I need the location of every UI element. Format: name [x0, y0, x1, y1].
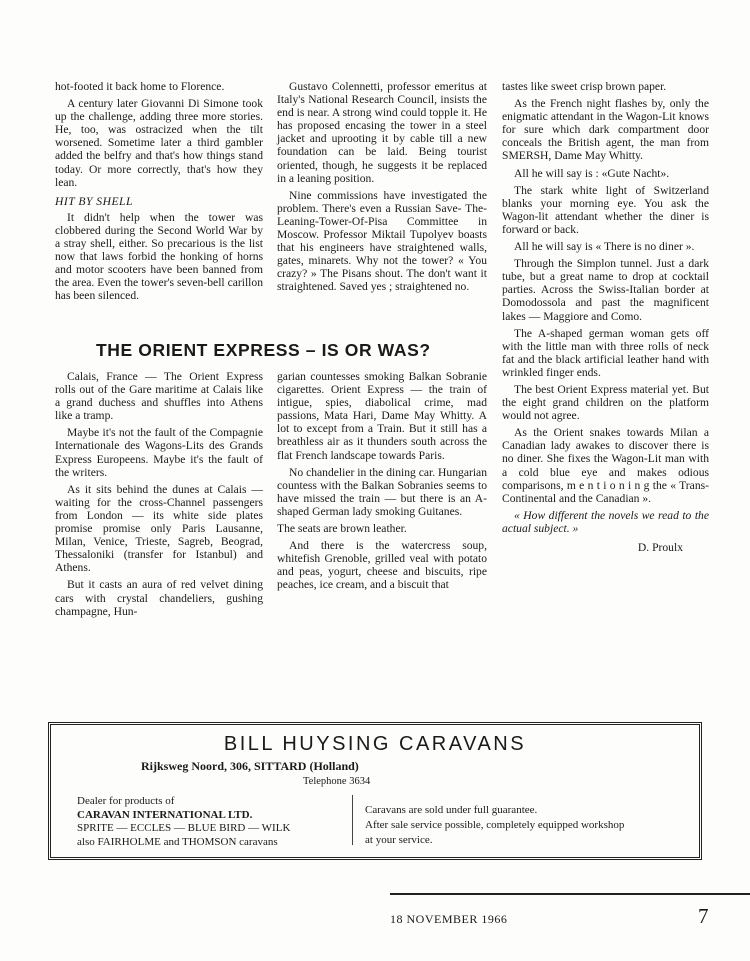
headline-orient-express: THE ORIENT EXPRESS – IS OR WAS?: [96, 340, 431, 360]
paragraph: It didn't help when the tower was clobbered during the Second World War by a stray shell, either. So precarious is the list now that laws forbid the honking of horns and motor scooters have been banned from the area. Even the tower's seven-bell carillon has been silenced.: [55, 210, 263, 303]
paragraph: And there is the watercress soup, whitefish Grenoble, grilled veal with potato and peas, yogurt, cheese and biscuits, ripe peaches, ice cream, and a biscuit that: [277, 539, 487, 592]
ad-dealer-info: [77, 795, 367, 849]
paragraph: As the Orient snakes towards Milan a Canadian lady awakes to discover there is no diner. She fixes the Wagon-Lit man with a cold blue eye and makes odious comparisons, m e n t i o n i n g the « Trans-Continental and the Canadian ».: [502, 426, 709, 505]
paragraph: « How different the novels we read to the actual subject. »: [502, 508, 709, 535]
ad-dealer-line: SPRITE — ECCLES — BLUE BIRD — WILK: [77, 822, 291, 834]
paragraph: The A-shaped german woman gets off with the little man with three rolls of neck fat and the black artificial leather hand with wrinkled finger ends.: [502, 326, 709, 379]
paragraph: hot-footed it back home to Florence.: [55, 80, 225, 93]
paragraph: Nine commissions have investigated the problem. There's even a Russian Save- The- Leaning-Tower-Of-Pisa Committee in Moscow. Professor Miktail Tupolyev boasts that his engineers have straightened walls, gates, minarets. Why not the tower? « You crazy? » The Pisans shout. The don't want it straightened. Saved yes ; straightened no.: [277, 188, 487, 294]
paragraph: A century later Giovanni Di Simone took up the challenge, adding three more stories. He, too, was ostracized when the tilt worsened. Sometime later a third gambler added the belfry and that's how things stand today. Or more correctly, that's how they lean.: [55, 97, 263, 189]
ad-service-line: at your service.: [365, 834, 433, 846]
paragraph: The best Orient Express material yet. But the eight grand children on the platform would not agree.: [502, 382, 709, 423]
footer-rule: [390, 893, 750, 895]
byline: D. Proulx: [637, 541, 683, 554]
ad-address: Rijksweg Noord, 306, SITTARD (Holland): [141, 759, 359, 773]
paragraph: No chandelier in the dining car. Hungarian countess with the Balkan Sobranies seems to have missed the train — but there is an A-shaped German lady smoking Guitanes.: [277, 465, 487, 518]
article-column-orient-3: [502, 80, 709, 558]
paragraph: tastes like sweet crisp brown paper.: [502, 80, 667, 93]
article-column-orient-2: [277, 370, 487, 596]
paragraph: The seats are brown leather.: [277, 522, 407, 536]
ad-dealer-line: CARAVAN INTERNATIONAL LTD.: [77, 808, 253, 821]
ad-dealer-line: Dealer for products of: [77, 795, 175, 807]
ad-title: BILL HUYSING CARAVANS: [223, 733, 527, 755]
advertisement-box: [48, 722, 702, 860]
issue-date: 18 NOVEMBER 1966: [390, 912, 508, 926]
paragraph: All he will say is : «Gute Nacht».: [514, 166, 670, 180]
ad-phone: Telephone 3634: [303, 776, 371, 787]
paragraph: But it casts an aura of red velvet dining cars with crystal chandeliers, gushing champagne, Hun-: [55, 578, 263, 618]
ad-divider: [352, 795, 353, 845]
ad-service-info: [365, 803, 695, 848]
paragraph: All he will say is « There is no diner ».: [514, 240, 695, 254]
paragraph: As the French night flashes by, only the enigmatic attendant in the Wagon-Lit knows for sure which dark compartment door conceals the British agent, the man from SMERSH, Dame May Whitty.: [502, 97, 709, 163]
paragraph: As it sits behind the dunes at Calais — waiting for the cross-Channel passengers from London — its white side plates promise promise only Paris Lausanne, Milan, Venice, Trieste, Sagreb, Beograd, Thessaloniki (transfer for Istanbul) and Athens.: [55, 482, 263, 575]
paragraph: The stark white light of Switzerland blanks your morning eye. You ask the Wagon-lit attendant whether the diner is forward or back.: [502, 183, 709, 236]
paragraph: Maybe it's not the fault of the Compagnie Internationale des Wagons-Lits des Grands Express Europeens. Maybe it's the fault of the writers.: [55, 426, 263, 479]
paragraph: garian countesses smoking Balkan Sobranie cigarettes. Orient Express — the train of intigue, spies, diabolical crime, mad passions, Mata Hari, Dame May Whitty. A lot to except from a Train. But it still has a breathless air as it thunders south across the flat French landscape towards Paris.: [277, 370, 487, 462]
article-column-pisa-2: [277, 80, 487, 298]
ad-service-line: After sale service possible, completely equipped workshop: [365, 819, 625, 831]
article-column-pisa-1: [55, 80, 263, 307]
paragraph: Calais, France — The Orient Express rolls out of the Gare maritime at Calais like a grand duchess and shuffles into Athens like a tramp.: [55, 370, 263, 423]
ad-dealer-line: also FAIRHOLME and THOMSON caravans: [77, 835, 278, 848]
paragraph: Gustavo Colennetti, professor emeritus at Italy's National Research Council, insists the end is near. A strong wind could topple it. He has proposed encasing the tower in a steel jacket and uprooting it by cable till a new foundation can be laid. Being tourist oriented, though, he suggests it be replaced in a leaning position.: [277, 80, 487, 185]
ad-service-line: Caravans are sold under full guarantee.: [365, 804, 538, 816]
article-column-orient-1: [55, 370, 263, 622]
subheading: HIT BY SHELL: [55, 194, 133, 208]
page-number: 7: [698, 904, 709, 928]
paragraph: Through the Simplon tunnel. Just a dark tube, but a great name to drop at cocktail parties. Across the Swiss-Italian border at Domodossola and past the magnificent lakes — Maggiore and Como.: [502, 257, 709, 323]
